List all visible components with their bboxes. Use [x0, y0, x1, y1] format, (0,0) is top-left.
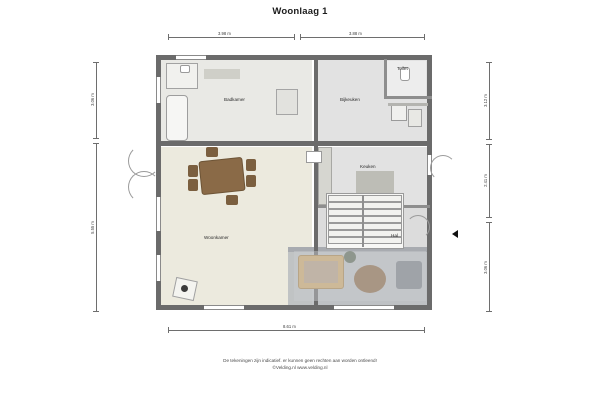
utility-counter: [388, 103, 428, 106]
top-dimension-line-left: [168, 37, 294, 38]
dining-table-top: [198, 157, 245, 195]
dim-tick: [486, 62, 492, 63]
washing-machine: [391, 105, 407, 121]
stair-step: [328, 195, 402, 202]
dim-tick: [93, 62, 99, 63]
wall-toilet-left: [384, 59, 387, 99]
entrance-arrow-icon: [452, 230, 458, 238]
dim-tick: [486, 311, 492, 312]
right-dimension-line-1: [489, 62, 490, 139]
window-bottom-left: [204, 305, 244, 310]
dim-tick: [93, 311, 99, 312]
room-label-toilet: Toilet: [397, 66, 408, 71]
door-arc-front: [430, 155, 456, 181]
right-dimension-label-1: 3.12 m: [482, 94, 488, 107]
dining-chair: [188, 165, 198, 177]
dim-tick: [93, 138, 99, 139]
dining-chair: [226, 195, 238, 205]
stair-step: [328, 202, 402, 209]
stair-step: [328, 209, 402, 216]
dining-chair: [188, 179, 198, 191]
dim-tick: [424, 34, 425, 40]
bathroom-cabinet: [276, 89, 298, 115]
door-arc-hal: [406, 215, 430, 239]
floorplan-drawing: [148, 47, 452, 319]
dim-tick: [300, 34, 301, 40]
right-dimension-label-2: 2.41 m: [482, 174, 488, 187]
sink-badkamer: [180, 65, 190, 73]
boiler-unit: [408, 109, 422, 127]
stair-step: [328, 216, 402, 223]
bottom-dimension-label: 8.61 m: [283, 324, 296, 329]
room-label-keuken: Keuken: [360, 164, 376, 169]
left-dimension-label-1: 3.06 m: [89, 93, 95, 106]
dining-chair: [246, 175, 256, 187]
dim-tick: [168, 327, 169, 333]
bottom-dimension-line: [168, 330, 424, 331]
top-dimension-label-1: 3.98 m: [218, 31, 231, 36]
dim-tick: [486, 144, 492, 145]
bathtub: [166, 95, 188, 141]
room-label-badkamer: Badkamer: [224, 97, 245, 102]
wall-interior-horizontal-main: [156, 141, 432, 146]
room-label-hal: Hal: [391, 233, 398, 238]
right-dimension-line-3: [489, 222, 490, 311]
dim-tick: [486, 217, 492, 218]
top-dimension-label-2: 3.88 m: [349, 31, 362, 36]
left-dimension-label-2: 5.55 m: [89, 221, 95, 234]
wall-toilet-bottom: [384, 96, 432, 99]
dim-tick: [424, 327, 425, 333]
rug-living: [294, 251, 426, 301]
stair-step: [328, 237, 402, 244]
dining-chair: [206, 147, 218, 157]
window-top-left: [176, 55, 206, 60]
footer-credit: ©Velding.nl www.velding.nl: [272, 365, 328, 370]
kitchen-sink: [306, 151, 322, 163]
wall-right: [427, 55, 432, 310]
left-dimension-line-2: [96, 143, 97, 311]
right-dimension-label-3: 3.06 m: [482, 261, 488, 274]
room-label-woonkamer: Woonkamer: [204, 235, 229, 240]
dining-chair: [246, 159, 256, 171]
window-left-bottom: [156, 255, 161, 281]
dim-tick: [93, 143, 99, 144]
stair-step: [328, 223, 402, 230]
stair-railing: [362, 195, 364, 247]
top-dimension-line-right: [300, 37, 424, 38]
page-title: Woonlaag 1: [272, 6, 328, 17]
dim-tick: [168, 34, 169, 40]
window-bottom-right: [334, 305, 394, 310]
dim-tick: [294, 34, 295, 40]
window-left-lower: [156, 197, 161, 231]
corner-lamp: [181, 285, 188, 292]
room-label-bijkeuken: Bijkeuken: [340, 97, 360, 102]
window-left-upper: [156, 77, 161, 103]
right-dimension-line-2: [489, 144, 490, 217]
door-arc-entry-left-lower: [128, 171, 160, 203]
left-dimension-line-1: [96, 62, 97, 138]
bath-rug: [204, 69, 240, 79]
footer-disclaimer: De tekeningen zijn indicatief. er kunnen geen rechten aan worden ontleend!: [223, 358, 377, 363]
dim-tick: [486, 222, 492, 223]
dim-tick: [486, 139, 492, 140]
